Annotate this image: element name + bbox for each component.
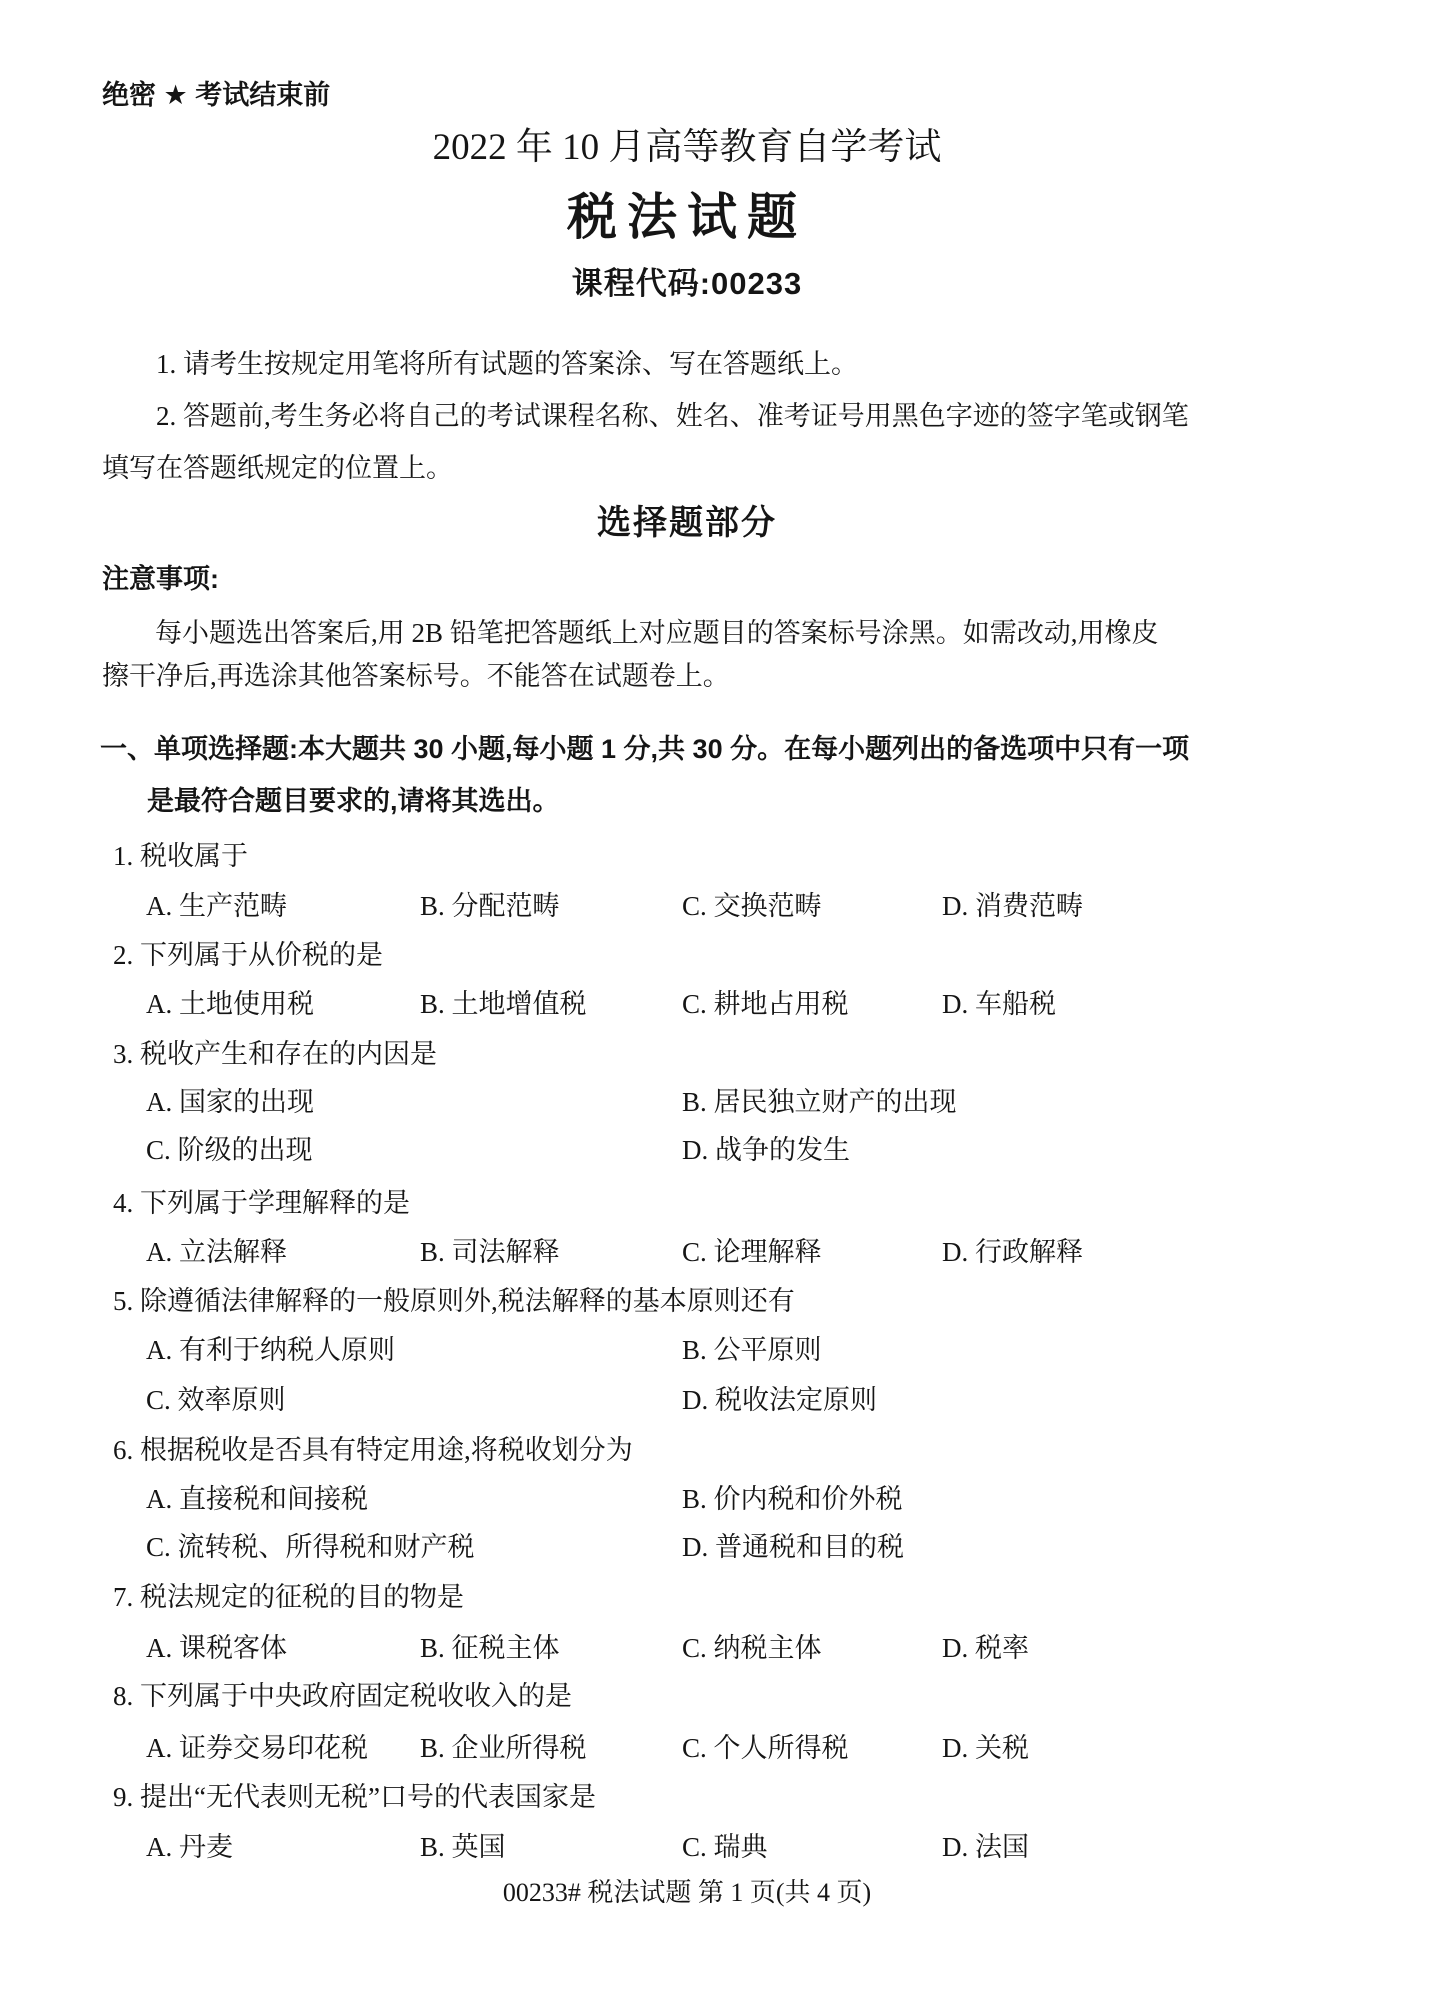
question-2-option-d: D. 车船税 [942, 989, 1056, 1019]
question-2-options [146, 989, 1056, 1021]
paper-title: 税法试题 [567, 189, 807, 245]
question-3-options-row-1 [146, 1087, 957, 1119]
instruction-item-2-continued: 填写在答题纸规定的位置上。 [102, 453, 453, 483]
question-9-option-a: A. 丹麦 [146, 1832, 233, 1862]
question-5-option-d: D. 税收法定原则 [682, 1385, 877, 1415]
question-1-option-c: C. 交换范畴 [682, 891, 822, 921]
notes-line-2: 擦干净后,再选涂其他答案标号。不能答在试题卷上。 [102, 661, 730, 691]
question-6-option-c: C. 流转税、所得税和财产税 [146, 1532, 475, 1562]
question-9-stem: 9. 提出“无代表则无税”口号的代表国家是 [113, 1782, 596, 1812]
question-5-stem: 5. 除遵循法律解释的一般原则外,税法解释的基本原则还有 [113, 1286, 795, 1316]
question-8-option-b: B. 企业所得税 [420, 1733, 587, 1763]
question-8-options [146, 1733, 1029, 1765]
question-1-option-b: B. 分配范畴 [420, 891, 560, 921]
question-4-stem: 4. 下列属于学理解释的是 [113, 1188, 410, 1218]
question-6-option-d: D. 普通税和目的税 [682, 1532, 904, 1562]
section-title: 选择题部分 [597, 504, 777, 542]
question-1-stem: 1. 税收属于 [113, 841, 248, 871]
classification-banner: 绝密 ★ 考试结束前 [102, 80, 331, 110]
instruction-item-2: 2. 答题前,考生务必将自己的考试课程名称、姓名、准考证号用黑色字迹的签字笔或钢笔 [156, 401, 1189, 431]
question-3-options-row-2 [146, 1135, 850, 1167]
question-6-option-b: B. 价内税和价外税 [682, 1484, 903, 1514]
question-8-stem: 8. 下列属于中央政府固定税收收入的是 [113, 1681, 572, 1711]
notes-label: 注意事项: [102, 564, 219, 594]
question-2-option-b: B. 土地增值税 [420, 989, 587, 1019]
question-4-option-c: C. 论理解释 [682, 1237, 822, 1267]
question-7-option-a: A. 课税客体 [146, 1633, 287, 1663]
question-1-options [146, 891, 1083, 923]
question-7-option-b: B. 征税主体 [420, 1633, 560, 1663]
page-footer: 00233# 税法试题 第 1 页(共 4 页) [502, 1878, 872, 1907]
question-8-option-d: D. 关税 [942, 1733, 1029, 1763]
question-7-option-d: D. 税率 [942, 1633, 1029, 1663]
question-9-options [146, 1832, 1029, 1864]
question-7-option-c: C. 纳税主体 [682, 1633, 822, 1663]
part-heading-line-2: 是最符合题目要求的,请将其选出。 [147, 786, 560, 816]
question-6-options-row-1 [146, 1484, 903, 1516]
question-7-options [146, 1633, 1029, 1665]
question-5-option-c: C. 效率原则 [146, 1385, 286, 1415]
question-2-option-a: A. 土地使用税 [146, 989, 314, 1019]
exam-title: 2022 年 10 月高等教育自学考试 [432, 127, 942, 168]
question-9-option-d: D. 法国 [942, 1832, 1029, 1862]
question-8-option-a: A. 证券交易印花税 [146, 1733, 368, 1763]
question-6-option-a: A. 直接税和间接税 [146, 1484, 368, 1514]
question-6-stem: 6. 根据税收是否具有特定用途,将税收划分为 [113, 1435, 633, 1465]
question-4-option-a: A. 立法解释 [146, 1237, 287, 1267]
question-4-option-d: D. 行政解释 [942, 1237, 1083, 1267]
question-2-stem: 2. 下列属于从价税的是 [113, 940, 383, 970]
question-2-option-c: C. 耕地占用税 [682, 989, 849, 1019]
question-9-option-b: B. 英国 [420, 1832, 506, 1862]
question-5-options-row-1 [146, 1335, 822, 1367]
instruction-item-1: 1. 请考生按规定用笔将所有试题的答案涂、写在答题纸上。 [156, 349, 858, 379]
question-3-option-b: B. 居民独立财产的出现 [682, 1087, 957, 1117]
question-4-options [146, 1237, 1083, 1269]
part-heading-line-1: 一、单项选择题:本大题共 30 小题,每小题 1 分,共 30 分。在每小题列出的备选项中只有一项 [100, 734, 1190, 764]
question-6-options-row-2 [146, 1532, 904, 1564]
question-1-option-a: A. 生产范畴 [146, 891, 287, 921]
question-8-option-c: C. 个人所得税 [682, 1733, 849, 1763]
question-4-option-b: B. 司法解释 [420, 1237, 560, 1267]
notes-line-1: 每小题选出答案后,用 2B 铅笔把答题纸上对应题目的答案标号涂黑。如需改动,用橡皮 [155, 618, 1159, 648]
question-5-option-b: B. 公平原则 [682, 1335, 822, 1365]
question-3-option-c: C. 阶级的出现 [146, 1135, 313, 1165]
question-3-option-a: A. 国家的出现 [146, 1087, 314, 1117]
question-3-stem: 3. 税收产生和存在的内因是 [113, 1039, 437, 1069]
question-1-option-d: D. 消费范畴 [942, 891, 1083, 921]
question-3-option-d: D. 战争的发生 [682, 1135, 850, 1165]
question-5-options-row-2 [146, 1385, 877, 1417]
question-7-stem: 7. 税法规定的征税的目的物是 [113, 1582, 464, 1612]
question-9-option-c: C. 瑞典 [682, 1832, 768, 1862]
course-code: 课程代码:00233 [571, 266, 803, 301]
question-5-option-a: A. 有利于纳税人原则 [146, 1335, 395, 1365]
